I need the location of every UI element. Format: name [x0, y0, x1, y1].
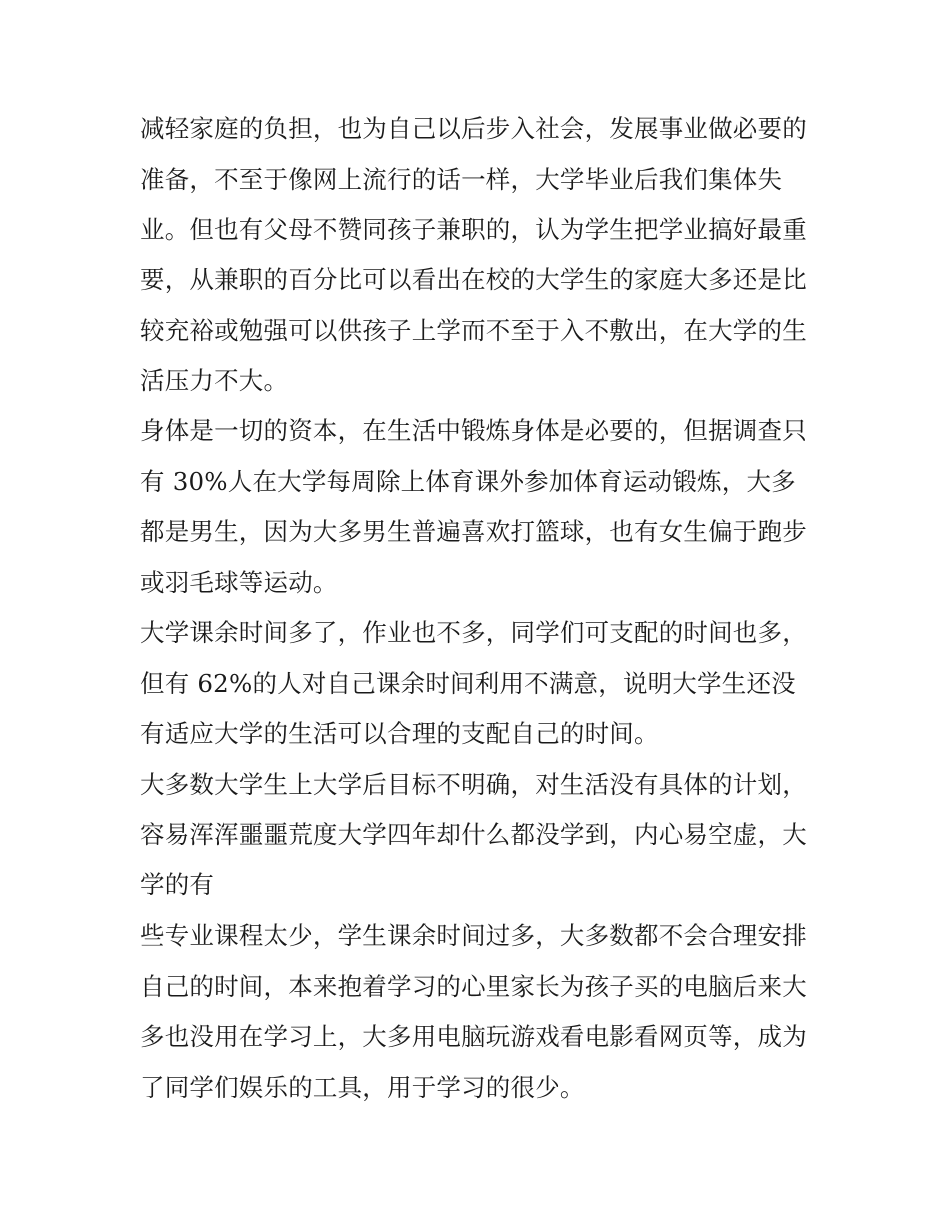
text-line: 有 30%人在大学每周除上体育课外参加体育运动锻炼，大多	[140, 467, 796, 496]
text-line: 活压力不大。	[140, 366, 289, 395]
text-line: 多也没用在学习上，大多用电脑玩游戏看电影看网页等，成为	[140, 1022, 807, 1051]
text-line: 都是男生，因为大多男生普遍喜欢打篮球，也有女生偏于跑步	[140, 517, 807, 546]
text-line: 有适应大学的生活可以合理的支配自己的时间。	[140, 719, 659, 748]
text-line: 学的有	[140, 870, 215, 899]
text-line: 但有 62%的人对自己课余时间利用不满意，说明大学生还没	[140, 669, 796, 698]
text-line: 较充裕或勉强可以供孩子上学而不至于入不敷出，在大学的生	[140, 316, 807, 345]
text-line: 身体是一切的资本，在生活中锻炼身体是必要的，但据调查只	[140, 416, 807, 445]
text-line: 大学课余时间多了，作业也不多，同学们可支配的时间也多，	[140, 618, 807, 647]
text-line: 业。但也有父母不赞同孩子兼职的，认为学生把学业搞好最重	[140, 215, 807, 244]
text-line: 自己的时间，本来抱着学习的心里家长为孩子买的电脑后来大	[140, 972, 807, 1001]
text-line: 要，从兼职的百分比可以看出在校的大学生的家庭大多还是比	[140, 265, 807, 294]
text-line: 容易浑浑噩噩荒度大学四年却什么都没学到，内心易空虚，大	[140, 820, 807, 849]
text-line: 些专业课程太少，学生课余时间过多，大多数都不会合理安排	[140, 921, 807, 950]
text-line: 减轻家庭的负担，也为自己以后步入社会，发展事业做必要的	[140, 114, 807, 143]
text-line: 大多数大学生上大学后目标不明确，对生活没有具体的计划，	[140, 770, 807, 799]
text-line: 准备，不至于像网上流行的话一样，大学毕业后我们集体失	[140, 165, 783, 194]
text-line: 了同学们娱乐的工具，用于学习的很少。	[140, 1073, 585, 1102]
text-line: 或羽毛球等运动。	[140, 568, 338, 597]
